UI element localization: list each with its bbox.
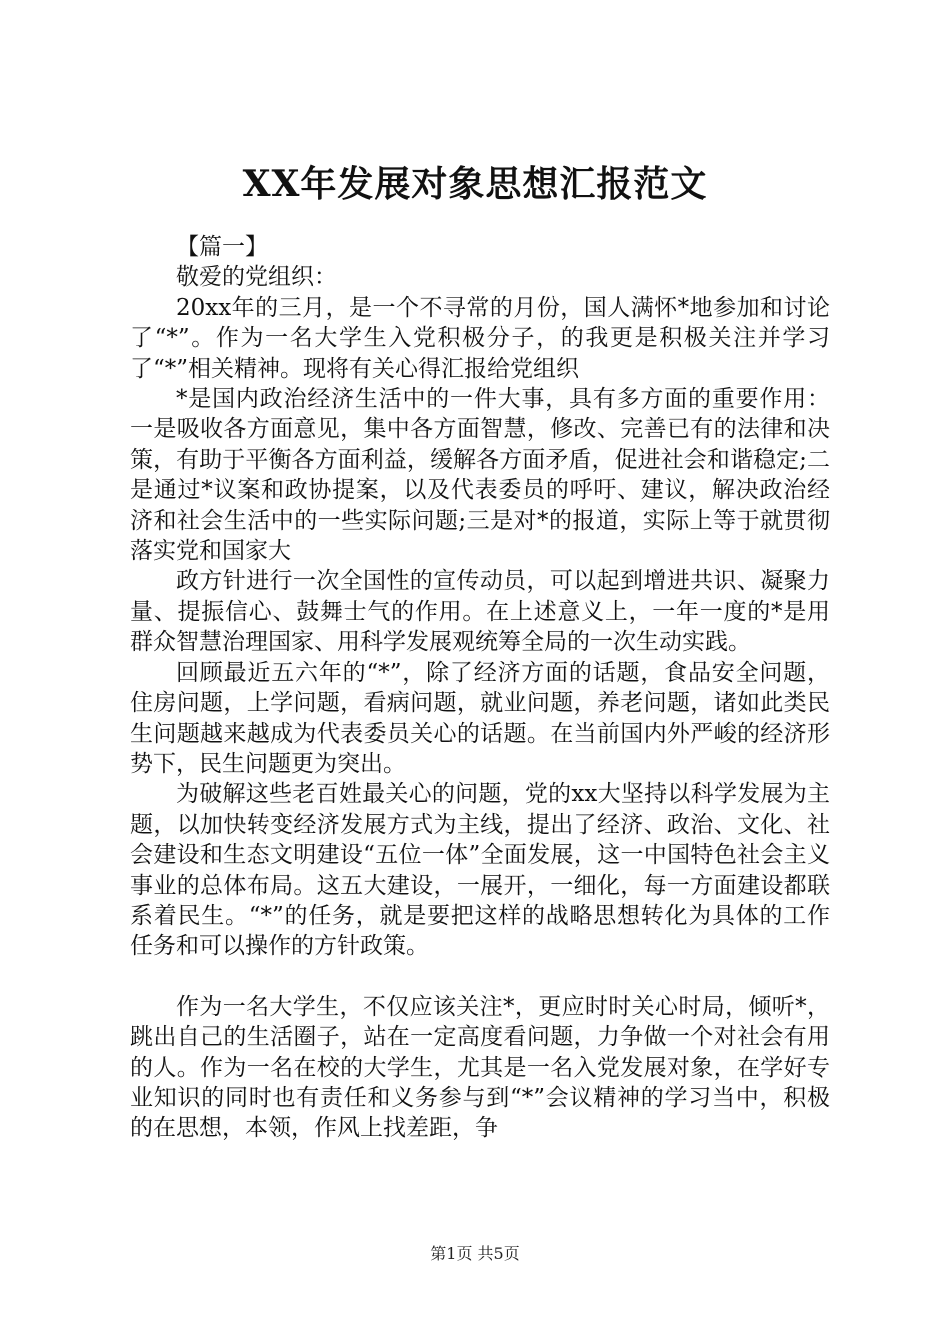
paragraph: 20xx年的三月，是一个不寻常的月份，国人满怀*地参加和讨论了“*”。作为一名大学生入党积极分子，的我更是积极关注并学习了“*”相关精神。现将有关心得汇报给党组织: [130, 294, 830, 382]
document-body: [130, 232, 830, 1144]
page-footer: 第1页 共5页: [430, 1244, 520, 1263]
paragraph: 政方针进行一次全国性的宣传动员，可以起到增进共识、凝聚力量、提振信心、鼓舞士气的作用。在上述意义上，一年一度的*是用群众智慧治理国家、用科学发展观统筹全局的一次生动实践。: [130, 568, 830, 656]
paragraph: 作为一名大学生，不仅应该关注*，更应时时关心时局，倾听*，跳出自己的生活圈子，站在一定高度看问题，力争做一个对社会有用的人。作为一名在校的大学生，尤其是一名入党发展对象，在学好专业知识的同时也有责任和义务参与到“*”会议精神的学习当中，积极的在思想，本领，作风上找差距，争: [130, 993, 830, 1142]
salutation: 敬爱的党组织：: [176, 264, 337, 291]
paragraph: 为破解这些老百姓最关心的问题，党的xx大坚持以科学发展为主题，以加快转变经济发展方式为主线，提出了经济、政治、文化、社会建设和生态文明建设“五位一体”全面发展，这一中国特色社会主义事业的总体布局。这五大建设，一展开，一细化，每一方面建设都联系着民生。“*”的任务，就是要把这样的战略思想转化为具体的工作任务和可以操作的方针政策。: [130, 781, 830, 960]
section-heading: 【篇一】: [176, 234, 268, 260]
paragraph: 回顾最近五六年的“*”，除了经济方面的话题，食品安全问题，住房问题，上学问题，看病问题，就业问题，养老问题，诸如此类民生问题越来越成为代表委员关心的话题。在当前国内外严峻的经济形势下，民生问题更为突出。: [130, 659, 830, 777]
document-title: XX年发展对象思想汇报范文: [242, 163, 708, 205]
paragraph: *是国内政治经济生活中的一件大事，具有多方面的重要作用：一是吸收各方面意见，集中各方面智慧，修改、完善已有的法律和决策，有助于平衡各方面利益，缓解各方面矛盾，促进社会和谐稳定;二是通过*议案和政协提案，以及代表委员的呼吁、建议，解决政治经济和社会生活中的一些实际问题;三是对*的报道，实际上等于就贯彻落实党和国家大: [130, 386, 830, 565]
